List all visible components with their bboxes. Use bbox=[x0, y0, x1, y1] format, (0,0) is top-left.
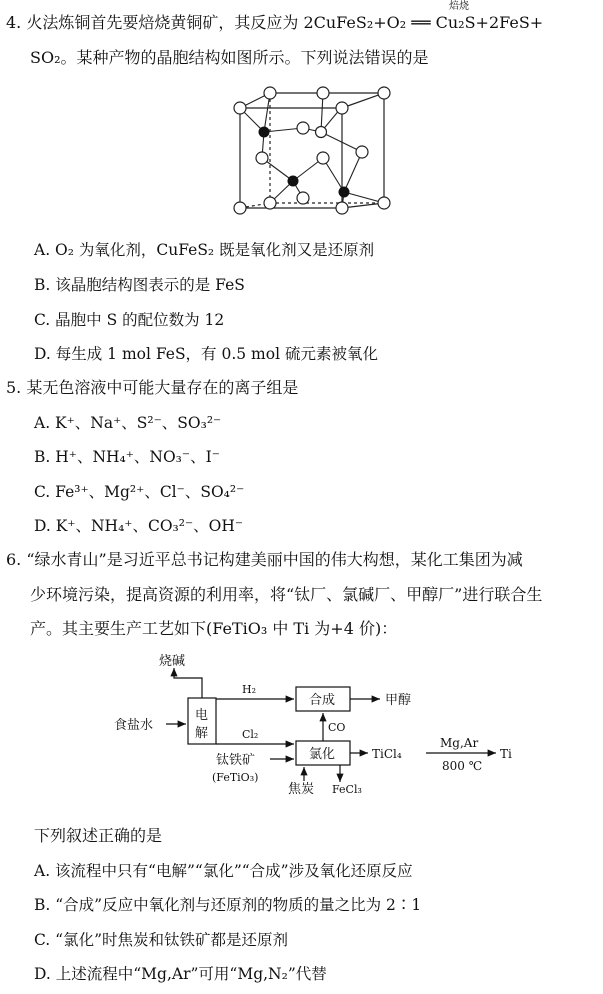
q6-option-b: B. “合成”反应中氧化剂与还原剂的物质的量之比为 2∶1 bbox=[34, 896, 422, 914]
bond-lines bbox=[240, 93, 384, 208]
q5-option-a: A. K⁺、Na⁺、S²⁻、SO₃²⁻ bbox=[34, 414, 222, 432]
ore-formula-label: (FeTiO₃) bbox=[212, 771, 259, 784]
q5-option-c: C. Fe³⁺、Mg²⁺、Cl⁻、SO₄²⁻ bbox=[34, 483, 245, 501]
mgar-label: Mg,Ar bbox=[440, 736, 479, 750]
q6-prompt: 下列叙述正确的是 bbox=[34, 826, 163, 845]
ticl4-label: TiCl₄ bbox=[372, 747, 402, 761]
metal-atoms bbox=[259, 127, 350, 198]
co-label: CO bbox=[328, 721, 346, 734]
chlorination-box bbox=[296, 741, 350, 765]
cube-edges bbox=[240, 93, 384, 208]
q4-stem-line1: 4. 火法炼铜首先要焙烧黄铜矿，其反应为 2CuFeS₂+O₂ ══ Cu₂S+2FeS+ bbox=[6, 13, 544, 32]
q4-option-c: C. 晶胞中 S 的配位数为 12 bbox=[34, 311, 225, 329]
temperature-label: 800 ℃ bbox=[442, 759, 483, 773]
q4-option-a: A. O₂ 为氧化剂，CuFeS₂ 既是氧化剂又是还原剂 bbox=[34, 241, 375, 259]
synthesis-box bbox=[296, 687, 350, 711]
cl2-label: Cl₂ bbox=[242, 728, 259, 741]
brine-label: 食盐水 bbox=[114, 718, 154, 733]
q4-stem-line2: SO₂。某种产物的晶胞结构如图所示。下列说法错误的是 bbox=[30, 48, 429, 67]
s-atoms bbox=[234, 87, 390, 214]
synthesis-label: 合成 bbox=[309, 693, 336, 708]
ti-label: Ti bbox=[500, 747, 512, 761]
fecl3-label: FeCl₃ bbox=[332, 783, 362, 796]
coke-label: 焦炭 bbox=[288, 782, 315, 797]
q4-reaction-condition: 焙烧 bbox=[449, 1, 469, 12]
q6-option-a: A. 该流程中只有“电解”“氯化”“合成”涉及氧化还原反应 bbox=[34, 862, 413, 880]
electrolysis-label-1: 电 bbox=[195, 708, 209, 723]
q5-option-d: D. K⁺、NH₄⁺、CO₃²⁻、OH⁻ bbox=[34, 517, 244, 535]
methanol-label: 甲醇 bbox=[385, 693, 412, 708]
q4-option-d: D. 每生成 1 mol FeS，有 0.5 mol 硫元素被氧化 bbox=[34, 345, 378, 363]
q6-stem-line3: 产。其主要生产工艺如下(FeTiO₃ 中 Ti 为+4 价)： bbox=[30, 619, 398, 638]
ore-label: 钛铁矿 bbox=[216, 753, 256, 768]
electrolysis-box bbox=[188, 698, 216, 744]
q5-stem: 5. 某无色溶液中可能大量存在的离子组是 bbox=[6, 378, 299, 397]
q6-option-d: D. 上述流程中“Mg,Ar”可用“Mg,N₂”代替 bbox=[34, 965, 327, 983]
q6-stem-line2: 少环境污染，提高资源的利用率，将“钛厂、氯碱厂、甲醇厂”进行联合生 bbox=[30, 585, 543, 604]
h2-label: H₂ bbox=[242, 683, 257, 696]
q5-option-b: B. H⁺、NH₄⁺、NO₃⁻、I⁻ bbox=[34, 448, 220, 466]
naoh-label: 烧碱 bbox=[159, 654, 186, 669]
q6-option-c: C. “氯化”时焦炭和钛铁矿都是还原剂 bbox=[34, 931, 289, 949]
chlorination-label: 氯化 bbox=[309, 747, 336, 762]
q4-option-b: B. 该晶胞结构图表示的是 FeS bbox=[34, 276, 245, 294]
electrolysis-label-2: 解 bbox=[195, 726, 209, 741]
q6-stem-line1: 6. “绿水青山”是习近平总书记构建美丽中国的伟大构想，某化工集团为减 bbox=[6, 550, 523, 569]
